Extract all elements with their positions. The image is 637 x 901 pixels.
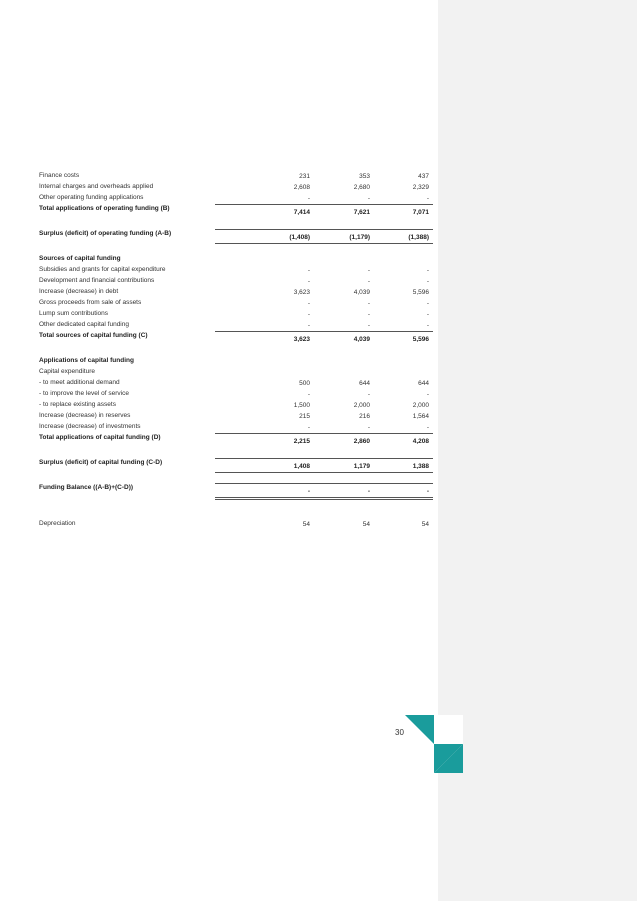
row-label: Capital expenditure: [39, 368, 96, 375]
row-value-v3: -: [426, 300, 429, 307]
table-row: [38, 388, 429, 399]
row-label: Applications of capital funding: [39, 357, 134, 364]
row-value-v1: 500: [299, 380, 310, 387]
row-value-v3: 5,596: [412, 289, 429, 296]
total-row: [38, 228, 429, 242]
row-value-v2: -: [367, 300, 370, 307]
row-label: - to replace existing assets: [39, 401, 116, 408]
row-value-v3: -: [426, 322, 429, 329]
row-value-v3: (1,388): [408, 234, 429, 241]
row-value-v1: -: [307, 311, 310, 318]
table-row: [38, 308, 429, 319]
total-bottom-rule: [215, 497, 433, 500]
total-row: [38, 482, 429, 496]
row-value-v1: -: [307, 300, 310, 307]
total-rule: [215, 229, 433, 230]
row-value-v3: -: [426, 278, 429, 285]
row-value-v3: 1,388: [412, 463, 429, 470]
table-row: [38, 410, 429, 421]
total-rule: [215, 458, 433, 459]
row-label: Total applications of operating funding (B): [39, 205, 170, 212]
row-label: Lump sum contributions: [39, 310, 109, 317]
funding-impact-table: [38, 170, 429, 529]
row-value-v1: 7,414: [293, 209, 310, 216]
row-value-v1: -: [307, 488, 310, 495]
row-value-v2: (1,179): [349, 234, 370, 241]
row-label: Development and financial contributions: [39, 277, 155, 284]
row-value-v2: -: [367, 488, 370, 495]
row-value-v2: -: [367, 311, 370, 318]
row-value-v3: 2,000: [412, 402, 429, 409]
row-value-v3: 2,329: [412, 184, 429, 191]
row-value-v1: 2,608: [293, 184, 310, 191]
total-rule: [215, 433, 433, 434]
row-value-v2: 7,621: [353, 209, 370, 216]
row-label: Total applications of capital funding (D): [39, 434, 161, 441]
row-value-v1: 3,623: [293, 336, 310, 343]
row-label: Other dedicated capital funding: [39, 321, 129, 328]
row-label: - to improve the level of service: [39, 390, 129, 397]
row-value-v2: 2,860: [353, 438, 370, 445]
row-value-v2: -: [367, 391, 370, 398]
row-label: Increase (decrease) in debt: [39, 288, 119, 295]
row-value-v2: 216: [359, 413, 370, 420]
row-label: Increase (decrease) in reserves: [39, 412, 131, 419]
row-label: Increase (decrease) of investments: [39, 423, 141, 430]
section-heading-row: [38, 355, 398, 366]
row-value-v3: 7,071: [412, 209, 429, 216]
row-value-v2: 2,000: [353, 402, 370, 409]
table-row: [38, 170, 429, 181]
row-value-v2: -: [367, 278, 370, 285]
table-row: [38, 264, 429, 275]
row-label: Gross proceeds from sale of assets: [39, 299, 142, 306]
row-value-v2: 353: [359, 173, 370, 180]
row-value-v1: 1,408: [293, 463, 310, 470]
row-value-v1: -: [307, 424, 310, 431]
row-value-v1: 231: [299, 173, 310, 180]
row-value-v1: -: [307, 267, 310, 274]
logo-triangles-icon: [405, 715, 463, 773]
row-value-v1: 215: [299, 413, 310, 420]
row-label: Sources of capital funding: [39, 255, 121, 262]
table-row: [38, 399, 429, 410]
row-value-v1: 1,500: [293, 402, 310, 409]
table-row: [38, 377, 429, 388]
table-row: [38, 192, 429, 203]
row-value-v1: 2,215: [293, 438, 310, 445]
row-value-v3: -: [426, 195, 429, 202]
table-row: [38, 421, 429, 432]
table-row: [38, 366, 398, 377]
page-number: 30: [395, 728, 404, 737]
row-value-v2: -: [367, 267, 370, 274]
row-value-v3: 644: [418, 380, 429, 387]
row-value-v3: 5,596: [412, 336, 429, 343]
total-rule: [215, 331, 433, 332]
row-label: Other operating funding applications: [39, 194, 144, 201]
row-label: Finance costs: [39, 172, 80, 179]
table-row: [38, 286, 429, 297]
row-value-v2: 2,680: [353, 184, 370, 191]
total-row: [38, 432, 429, 446]
row-value-v3: -: [426, 488, 429, 495]
row-value-v2: 4,039: [353, 336, 370, 343]
table-row: [38, 518, 429, 529]
row-value-v2: 4,039: [353, 289, 370, 296]
row-label: - to meet additional demand: [39, 379, 120, 386]
row-value-v1: -: [307, 391, 310, 398]
section-heading-row: [38, 253, 398, 264]
row-value-v3: -: [426, 267, 429, 274]
total-row: [38, 457, 429, 471]
spacer-row: [38, 446, 398, 457]
row-value-v1: -: [307, 322, 310, 329]
row-value-v1: -: [307, 195, 310, 202]
row-label: Internal charges and overheads applied: [39, 183, 154, 190]
table-row: [38, 319, 429, 330]
row-value-v2: -: [367, 424, 370, 431]
row-value-v3: 4,208: [412, 438, 429, 445]
total-row: [38, 330, 429, 344]
row-value-v2: 54: [362, 521, 370, 528]
row-value-v3: -: [426, 391, 429, 398]
row-label: Funding Balance ((A-B)+(C-D)): [39, 484, 134, 491]
row-value-v3: 54: [421, 521, 429, 528]
row-label: Total sources of capital funding (C): [39, 332, 148, 339]
spacer-row: [38, 217, 398, 228]
table-row: [38, 275, 429, 286]
total-bottom-rule: [215, 472, 433, 473]
spacer-row: [38, 507, 398, 518]
row-value-v2: 1,179: [353, 463, 370, 470]
row-label: Surplus (deficit) of capital funding (C-D): [39, 459, 163, 466]
total-row: [38, 203, 429, 217]
row-value-v1: -: [307, 278, 310, 285]
table-row: [38, 181, 429, 192]
total-rule: [215, 204, 433, 205]
row-value-v2: -: [367, 322, 370, 329]
row-label: Subsidies and grants for capital expenditure: [39, 266, 166, 273]
row-value-v3: -: [426, 424, 429, 431]
total-bottom-rule: [215, 243, 433, 244]
row-label: Surplus (deficit) of operating funding (A-B): [39, 230, 172, 237]
row-value-v3: -: [426, 311, 429, 318]
row-label: Depreciation: [39, 520, 76, 527]
table-row: [38, 297, 429, 308]
row-value-v3: 437: [418, 173, 429, 180]
total-rule: [215, 483, 433, 484]
row-value-v1: 3,623: [293, 289, 310, 296]
row-value-v2: -: [367, 195, 370, 202]
row-value-v1: (1,408): [289, 234, 310, 241]
row-value-v2: 644: [359, 380, 370, 387]
row-value-v1: 54: [302, 521, 310, 528]
row-value-v3: 1,564: [412, 413, 429, 420]
spacer-row: [38, 344, 398, 355]
comment-side-panel: [438, 0, 637, 901]
